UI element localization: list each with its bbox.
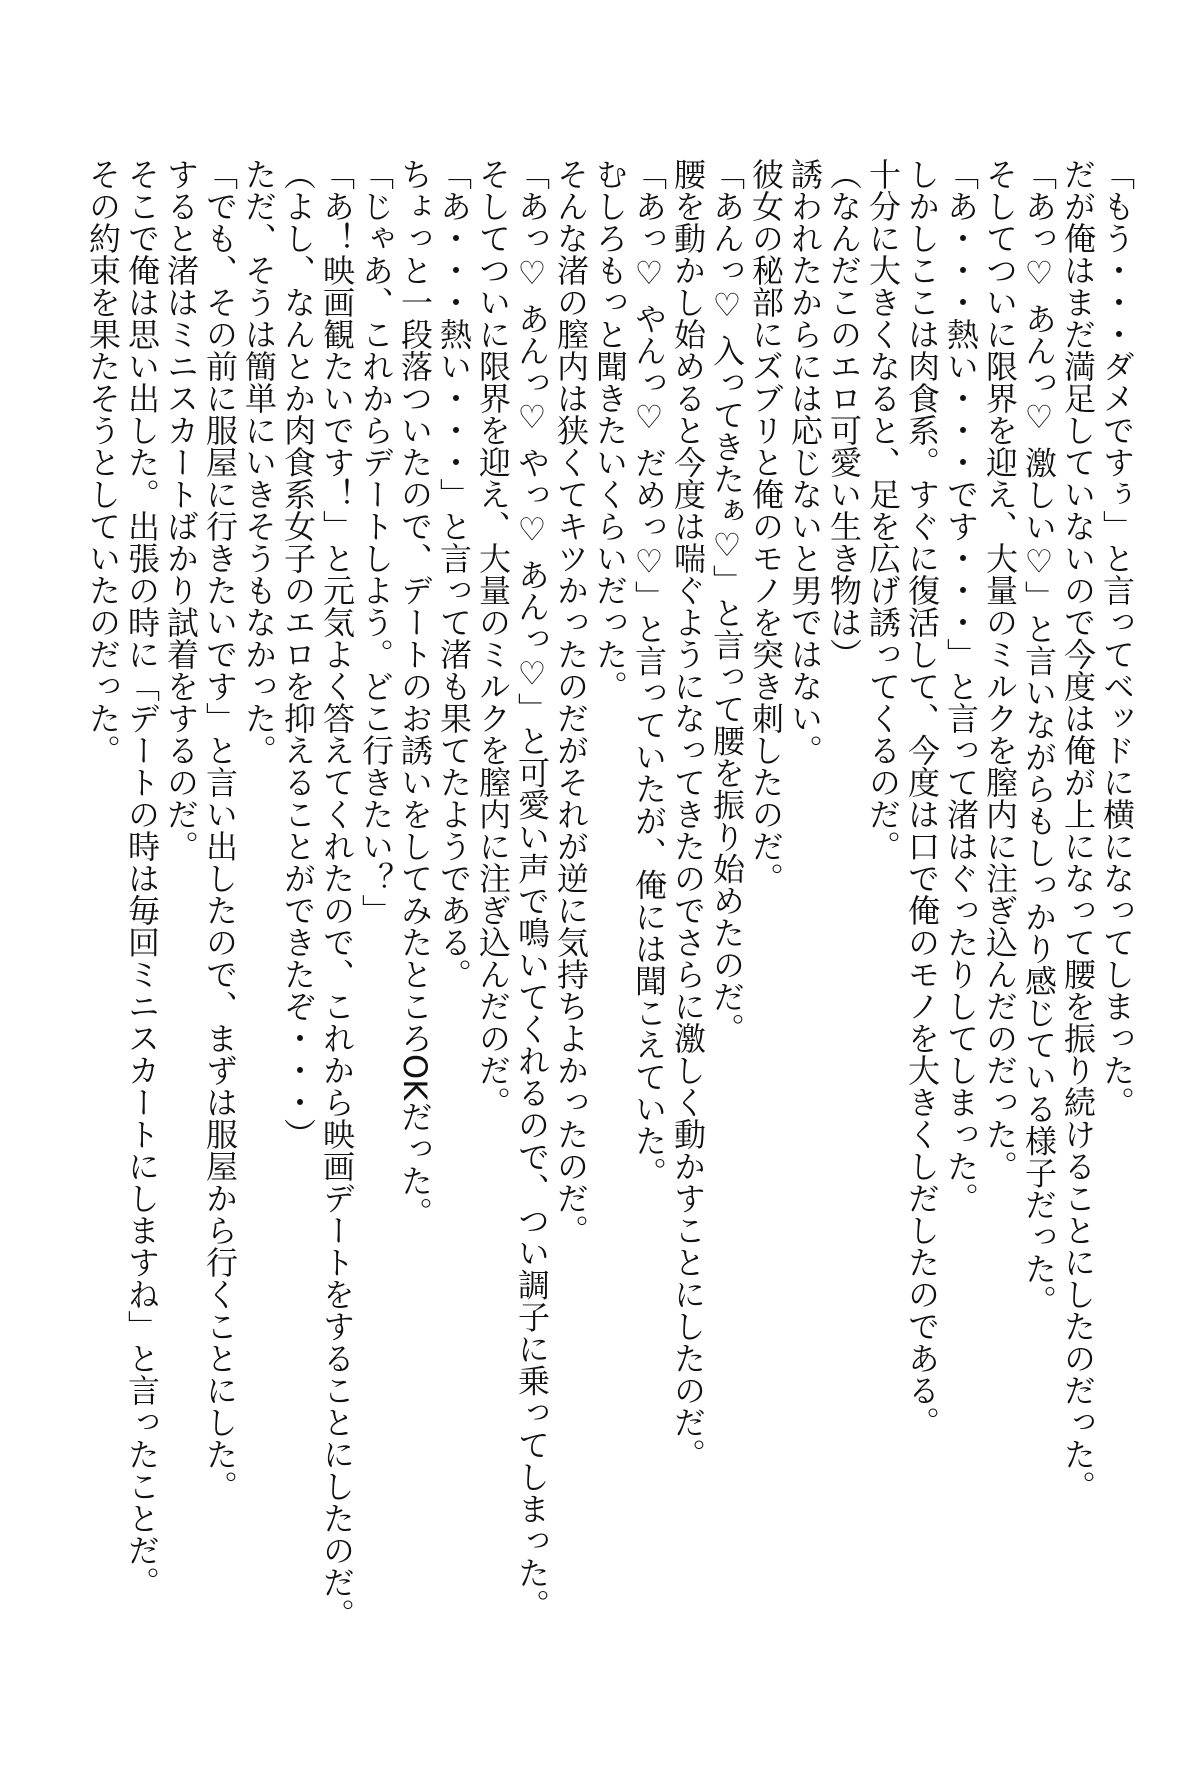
text-line: 「でも、その前に服屋に行きたいです」と言い出したので、まずは服屋から行くことにした。	[201, 158, 239, 1502]
text-line: 「あっ♡ やんっ♡ だめっ♡」と言っていたが、俺には聞こえていた。	[630, 158, 668, 1189]
text-line: そしてついに限界を迎え、大量のミルクを膣内に注ぎ込んだのだった。	[981, 158, 1019, 1182]
text-line: しかしここは肉食系。すぐに復活して、今度は口で俺のモノを大きくしだしたのである。	[903, 158, 941, 1438]
vertical-text-page	[83, 158, 1136, 1630]
text-line: 「あ・・・熱い・・・」と言って渚も果てたようである。	[435, 158, 473, 990]
text-line: ちょっと一段落ついたので、デートのお誘いをしてみたところOKだった。	[396, 158, 434, 1229]
text-line: 彼女の秘部にズブリと俺のモノを突き刺したのだ。	[747, 158, 785, 894]
text-line: 十分に大きくなると、足を広げ誘ってくるのだ。	[864, 158, 902, 862]
text-line: 「あ！映画観たいです！」と元気よく答えてくれたので、これから映画デートをすることにしたのだ。	[318, 158, 356, 1630]
text-line: ただ、そうは簡単にいきそうもなかった。	[240, 158, 278, 766]
text-line: 誘われたからには応じないと男ではない。	[786, 158, 824, 766]
text-line: 「あっ♡ あんっ♡ やっ♡ あんっ♡」と可愛い声で鳴いてくれるので、つい調子に乗ってしまった。	[513, 158, 551, 1621]
text-line: 「あ・・・熱い・・・です・・・」と言って渚はぐったりしてしまった。	[942, 158, 980, 1214]
text-line: すると渚はミニスカートばかり試着をするのだ。	[162, 158, 200, 862]
text-line: そんな渚の膣内は狭くてキツかったのだがそれが逆に気持ちよかったのだ。	[552, 158, 590, 1246]
text-line: むしろもっと聞きたいくらいだった。	[591, 158, 629, 702]
text-line: そこで俺は思い出した。出張の時に「デートの時は毎回ミニスカートにしますね」と言ったことだ。	[123, 158, 161, 1598]
text-line: 「あんっ♡ 入ってきたぁ♡」と言って腰を振り始めたのだ。	[708, 158, 746, 1045]
text-line: そしてついに限界を迎え、大量のミルクを膣内に注ぎ込んだのだ。	[474, 158, 512, 1118]
text-line: 「じゃあ、これからデートしよう。どこ行きたい？」	[357, 158, 395, 926]
text-line: （なんだこのエロ可愛い生き物は）	[825, 158, 863, 670]
text-line: 「もう・・・ダメですぅ」と言ってベッドに横になってしまった。	[1098, 158, 1136, 1118]
text-line: その約束を果たそうとしていたのだった。	[84, 158, 122, 766]
text-line: 「あっ♡ あんっ♡ 激しい♡」と言いながらもしっかり感じている様子だった。	[1020, 158, 1058, 1317]
text-line: （よし、なんとか肉食系女子のエロを抑えることができたぞ・・・）	[279, 158, 317, 1150]
text-line: だが俺はまだ満足していないので今度は俺が上になって腰を振り続けることにしたのだった。	[1059, 158, 1097, 1502]
text-line: 腰を動かし始めると今度は喘ぐようになってきたのでさらに激しく動かすことにしたのだ。	[669, 158, 707, 1470]
